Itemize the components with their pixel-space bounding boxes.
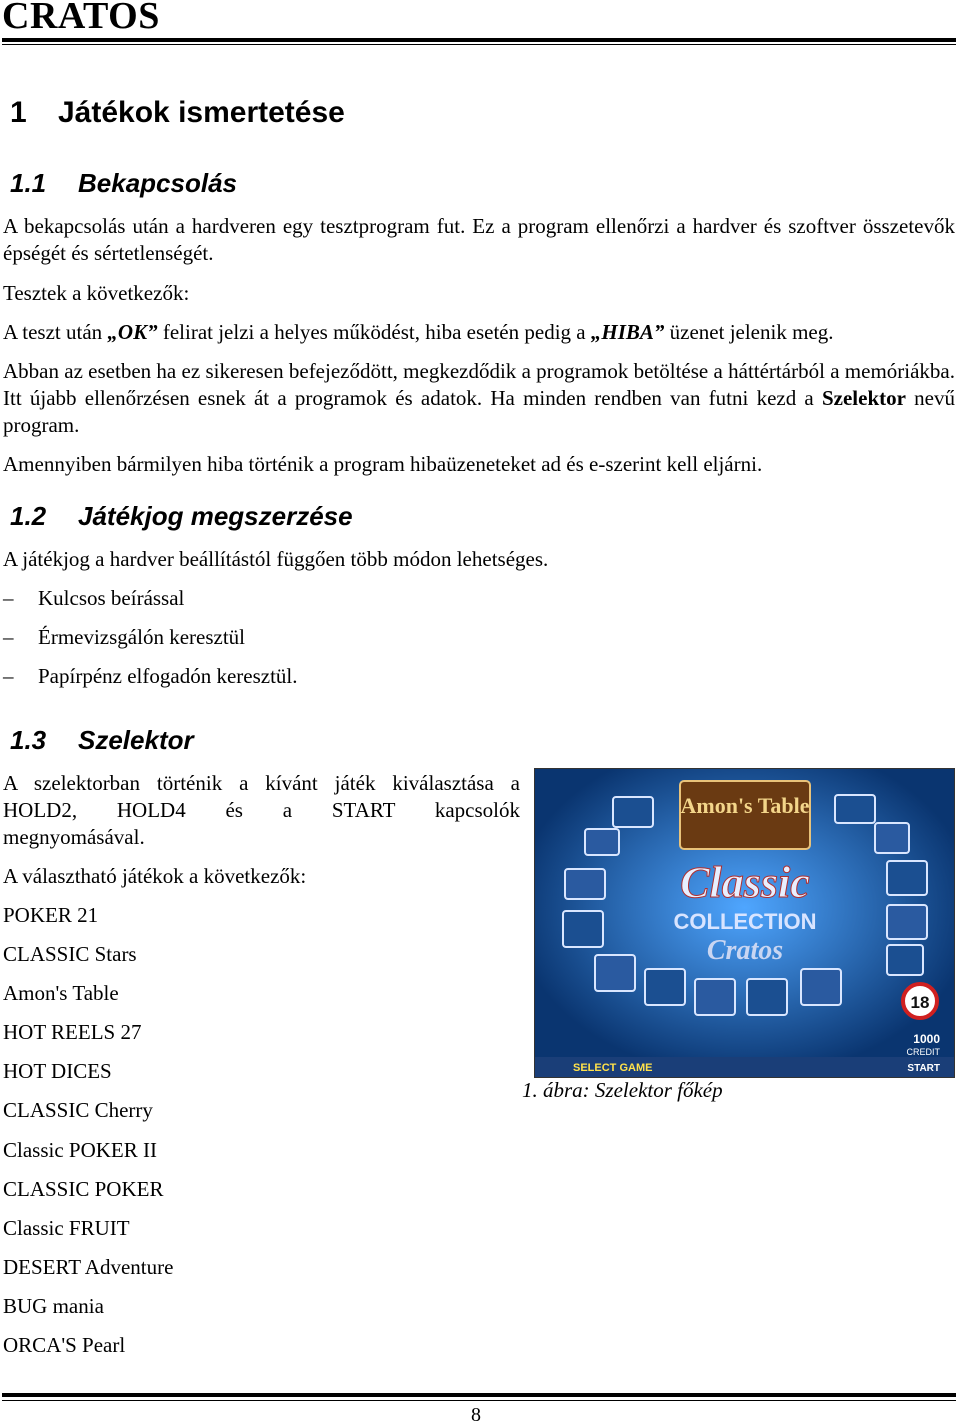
text: felirat jelzi a helyes működést, hiba esetén pedig a [157,320,591,344]
paragraph-startup: A bekapcsolás után a hardveren egy tesztprogram fut. Ez a program ellenőrzi a hardver és szoftver összetevők épségét és sértetlenségét. [3,214,955,265]
paragraph-selector-line2: HOLD2, HOLD4 és a START kapcsolók [3,798,520,822]
page-number: 8 [471,1404,481,1426]
dash-icon: – [3,625,14,649]
text: üzenet jelenik meg. [664,320,834,344]
list-item-label: Kulcsos beírással [38,586,185,610]
list-item-label: Érmevizsgálón keresztül [38,625,246,649]
classic-logo: Classic [680,858,810,907]
list-item: Classic POKER II [3,1138,157,1162]
paragraph-gamerights: A játékjog a hardver beállítástól függően több módon lehetséges. [3,547,549,571]
section-title: Játékjog megszerzése [78,501,353,531]
text: nevű program. [3,386,955,437]
paragraph-tests: Tesztek a következők: [3,281,190,305]
ok-label: „OK” [107,320,158,344]
paragraph-loading [3,358,955,439]
text: Abban az esetben ha ez sikeresen befejeződött, megkezdődik a programok betöltése a háttértárból a memóriákba. Itt újabb ellenőrzésen esnek át a programok és adatok. Ha minden rendben van futni kezd a [3,359,955,410]
list-item: POKER 21 [3,903,99,927]
section-number: 1 [10,96,27,129]
szelektor-label: Szelektor [821,386,906,410]
list-item: CLASSIC POKER [3,1177,164,1201]
collection-logo: COLLECTION [673,909,817,934]
list-item: BUG mania [3,1294,104,1318]
list-item: ORCA'S Pearl [3,1333,126,1357]
list-item: HOT REELS 27 [3,1020,142,1044]
paragraph-selector-line1: A szelektorban történik a kívánt játék kiválasztása a [3,771,520,795]
header-rule [2,38,956,42]
start-label: START [907,1063,940,1074]
list-item: HOT DICES [3,1059,112,1083]
header-rule-thin [2,44,956,45]
paragraph-selector-line3: megnyomásával. [3,825,145,849]
hiba-label: „HIBA” [590,320,665,344]
section-number: 1.1 [10,168,47,198]
list-item: Classic FRUIT [3,1216,130,1240]
dash-icon: – [3,586,14,610]
section-number: 1.2 [10,501,47,531]
list-item-label: Papírpénz elfogadón keresztül. [38,664,298,688]
section-title: Bekapcsolás [78,168,237,198]
section-number: 1.3 [10,725,47,755]
document-header-title: CRATOS [2,0,160,37]
paragraph-games-intro: A választható játékok a következők: [3,864,307,888]
list-item: Amon's Table [3,981,119,1005]
select-game-label: SELECT GAME [573,1062,653,1074]
section-1-1-heading [10,168,237,199]
credit-label: CREDIT [906,1047,940,1057]
figure-caption: 1. ábra: Szelektor főkép [522,1078,723,1102]
list-item [3,663,298,690]
list-item: CLASSIC Stars [3,942,137,966]
selector-screenshot-image [534,768,955,1078]
section-1-2-heading [10,501,353,532]
list-item [3,585,184,612]
paragraph-errors: Amennyiben bármilyen hiba történik a program hibaüzeneteket ad és e-szerint kell eljárni. [3,452,763,476]
credit-value: 1000 [913,1032,940,1046]
section-title: Játékok ismertetése [58,96,345,129]
age-18-icon: 18 [910,993,930,1012]
section-1-heading [10,96,345,130]
footer-rule-thin [2,1400,956,1401]
list-item: CLASSIC Cherry [3,1098,153,1122]
text: A teszt után [3,320,108,344]
paragraph-ok-hiba [3,319,955,346]
section-1-3-heading [10,725,194,756]
dash-icon: – [3,664,14,688]
list-item [3,624,245,651]
footer-rule [2,1393,956,1397]
section-title: Szelektor [78,725,194,755]
selector-screen-art [535,769,954,1077]
cratos-logo: Cratos [706,935,784,966]
list-item: DESERT Adventure [3,1255,174,1279]
amon-table-logo: Amon's Table [680,793,810,818]
